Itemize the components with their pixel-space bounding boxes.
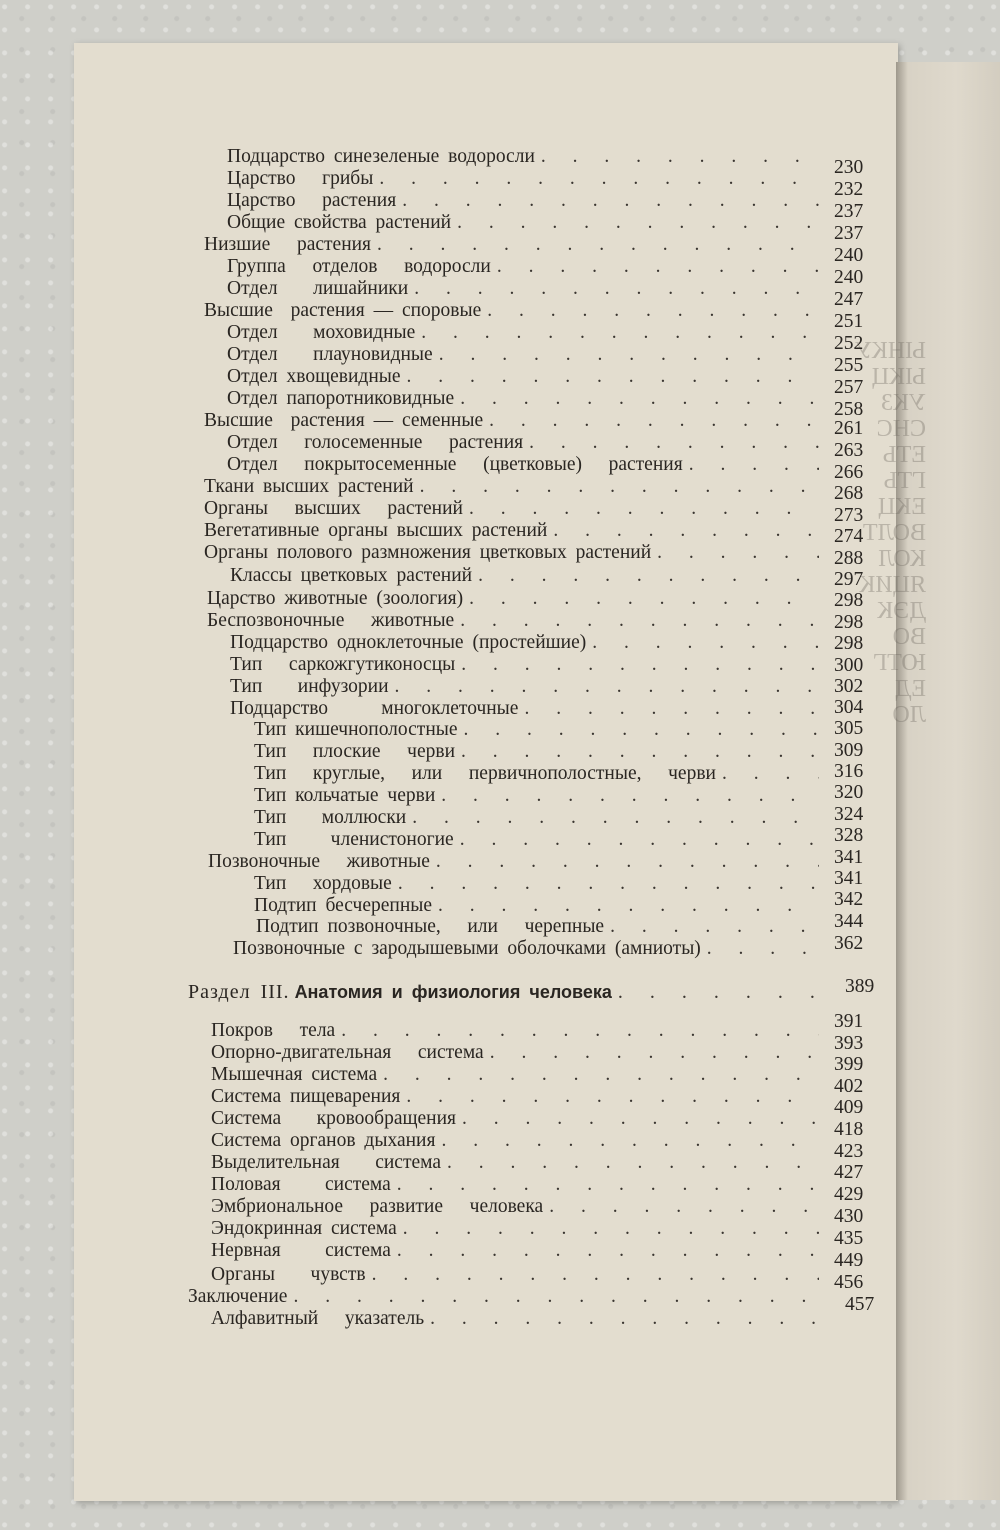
toc-entry: Царство растения . . . (227, 189, 827, 213)
toc-entry: Общие свойства растений . . . (227, 211, 827, 235)
toc-entry: Отдел папоротниковидные . . . (227, 387, 827, 411)
toc-entry: Система кровообращения . . . (211, 1107, 827, 1131)
toc-page-number: 399 (834, 1054, 864, 1075)
toc-entry: Тип инфузории . . . (230, 675, 827, 699)
toc-page-number: 305 (834, 718, 864, 739)
toc-page-number: 288 (834, 548, 864, 569)
toc-page-number: 429 (834, 1184, 864, 1205)
toc-page-number: 255 (834, 355, 864, 376)
toc-page-number: 362 (834, 933, 864, 954)
toc-entry: Тип плоские черви . . . (254, 740, 827, 764)
toc-page-number: 409 (834, 1097, 864, 1118)
toc-page-number: 324 (834, 804, 864, 825)
toc-page-number: 240 (834, 267, 864, 288)
toc-page-number: 274 (834, 526, 864, 547)
toc-page-number: 240 (834, 245, 864, 266)
toc-entry: Отдел покрытосеменные (цветковые) растения . . . (227, 453, 827, 477)
toc-page-number: 300 (834, 655, 864, 676)
toc-page-number: 273 (834, 505, 864, 526)
toc-entry: Вегетативные органы высших растений . . . (204, 519, 827, 543)
toc-page-number: 456 (834, 1272, 864, 1293)
toc-page-number: 232 (834, 179, 864, 200)
toc-entry: Отдел голосеменные растения . . . (227, 431, 827, 455)
toc-entry: Тип моллюски . . . (254, 806, 827, 830)
toc-entry: Отдел моховидные . . . (227, 321, 827, 345)
toc-page-number: 302 (834, 676, 864, 697)
toc-page-number: 418 (834, 1119, 864, 1140)
toc-entry: Позвоночные с зародышевыми оболочками (амниоты) . . . (233, 937, 827, 961)
toc-page-number: 237 (834, 201, 864, 222)
toc-page-number: 266 (834, 462, 864, 483)
toc-page-number: 427 (834, 1162, 864, 1183)
toc-page-number: 230 (834, 157, 864, 178)
toc-entry: Отдел хвощевидные . . . (227, 365, 827, 389)
toc-page-number: 320 (834, 782, 864, 803)
toc-page-number: 457 (845, 1294, 875, 1315)
toc-entry: Подтип позвоночные, или черепные . . . (256, 915, 827, 939)
toc-entry: Органы чувств . . . (211, 1263, 827, 1287)
toc-page-number: 342 (834, 889, 864, 910)
toc-entry: Царство животные (зоология) . . . (207, 587, 827, 611)
toc-entry: Система органов дыхания . . . (211, 1129, 827, 1153)
toc-entry: Подцарство многоклеточные . . . (230, 697, 827, 721)
toc-entry: Органы полового размножения цветковых растений . . . (204, 541, 827, 565)
toc-entry: Система пищеварения . . . (211, 1085, 827, 1109)
toc-entry: Мышечная система . . . (211, 1063, 827, 1087)
toc-page-number: 389 (845, 976, 875, 997)
toc-page-number: 304 (834, 697, 864, 718)
toc-entry: Высшие растения — семенные . . . (204, 409, 827, 433)
toc-entry: Покров тела . . . (211, 1019, 827, 1043)
toc-page-number: 298 (834, 590, 864, 611)
toc-entry: Тип круглые, или первичнополостные, черви . . . (254, 762, 827, 786)
toc-entry: Тип кольчатые черви . . . (254, 784, 827, 808)
toc-page-number: 341 (834, 868, 864, 889)
toc-page-number: 328 (834, 825, 864, 846)
toc-page-number: 435 (834, 1228, 864, 1249)
toc-entry: Ткани высших растений . . . (204, 475, 827, 499)
toc-page-number: 263 (834, 440, 864, 461)
toc-page-number: 402 (834, 1076, 864, 1097)
toc-page-number: 268 (834, 483, 864, 504)
toc-page-number: 251 (834, 311, 864, 332)
toc-page-number: 298 (834, 612, 864, 633)
toc-entry: Опорно-двигательная система . . . (211, 1041, 827, 1065)
toc-page-number: 237 (834, 223, 864, 244)
toc-entry: Отдел плауновидные . . . (227, 343, 827, 367)
toc-page-number: 298 (834, 633, 864, 654)
toc-page-number: 261 (834, 418, 864, 439)
toc-entry: Тип членистоногие . . . (254, 828, 827, 852)
toc-page-number: 423 (834, 1141, 864, 1162)
toc-page-number: 316 (834, 761, 864, 782)
toc-entry: Группа отделов водоросли . . . (227, 255, 827, 279)
toc-entry: Нервная система . . . (211, 1239, 827, 1263)
toc-page-number: 247 (834, 289, 864, 310)
toc-entry: Классы цветковых растений . . . (230, 564, 827, 588)
toc-entry: Эмбриональное развитие человека . . . (211, 1195, 827, 1219)
toc-entry: Тип саркожгутиконосцы . . . (230, 653, 827, 677)
toc-entry: Подцарство одноклеточные (простейшие) . . . (230, 631, 827, 655)
toc-entry: Высшие растения — споровые . . . (204, 299, 827, 323)
toc-entry: Выделительная система . . . (211, 1151, 827, 1175)
toc-page-number: 449 (834, 1250, 864, 1271)
toc-entry: Низшие растения . . . (204, 233, 827, 257)
facing-page-edge (896, 62, 1000, 1500)
toc-page-number: 252 (834, 333, 864, 354)
toc-entry: Подтип бесчерепные . . . (254, 894, 827, 918)
toc-page-number: 430 (834, 1206, 864, 1227)
toc-page-number: 393 (834, 1033, 864, 1054)
toc-entry: Царство грибы . . . (227, 167, 827, 191)
toc-entry: Позвоночные животные . . . (208, 850, 827, 874)
toc-entry: Органы высших растений . . . (204, 497, 827, 521)
toc-entry: Эндокринная система . . . (211, 1217, 827, 1241)
toc-page-number: 297 (834, 569, 864, 590)
toc-page-number: 258 (834, 399, 864, 420)
toc-page-number: 344 (834, 911, 864, 932)
toc-page-number: 257 (834, 377, 864, 398)
bleed-through-text: ЫНКУ ЫКЦ УКЗ СНС ЕТЬ ГТЬ ЕКЦ ВОЛТ КОЛ ЯЦИК ДЭК ВО ЮТГ ЕД ЛО (855, 338, 926, 728)
toc-entry: Подцарство синезеленые водоросли . . . (227, 145, 827, 169)
toc-page-number: 391 (834, 1011, 864, 1032)
toc-section-heading: Раздел III. Анатомия и физиология человека . . . (188, 980, 827, 1004)
toc-entry: Отдел лишайники . . . (227, 277, 827, 301)
toc-entry: Заключение . . . (188, 1285, 827, 1309)
toc-entry: Половая система . . . (211, 1173, 827, 1197)
toc-entry: Тип кишечнополостные . . . (254, 718, 827, 742)
toc-entry: Алфавитный указатель . . . (211, 1307, 827, 1331)
toc-entry: Беспозвоночные животные . . . (207, 609, 827, 633)
toc-entry: Тип хордовые . . . (254, 872, 827, 896)
toc-page-number: 309 (834, 740, 864, 761)
toc-page-number: 341 (834, 847, 864, 868)
